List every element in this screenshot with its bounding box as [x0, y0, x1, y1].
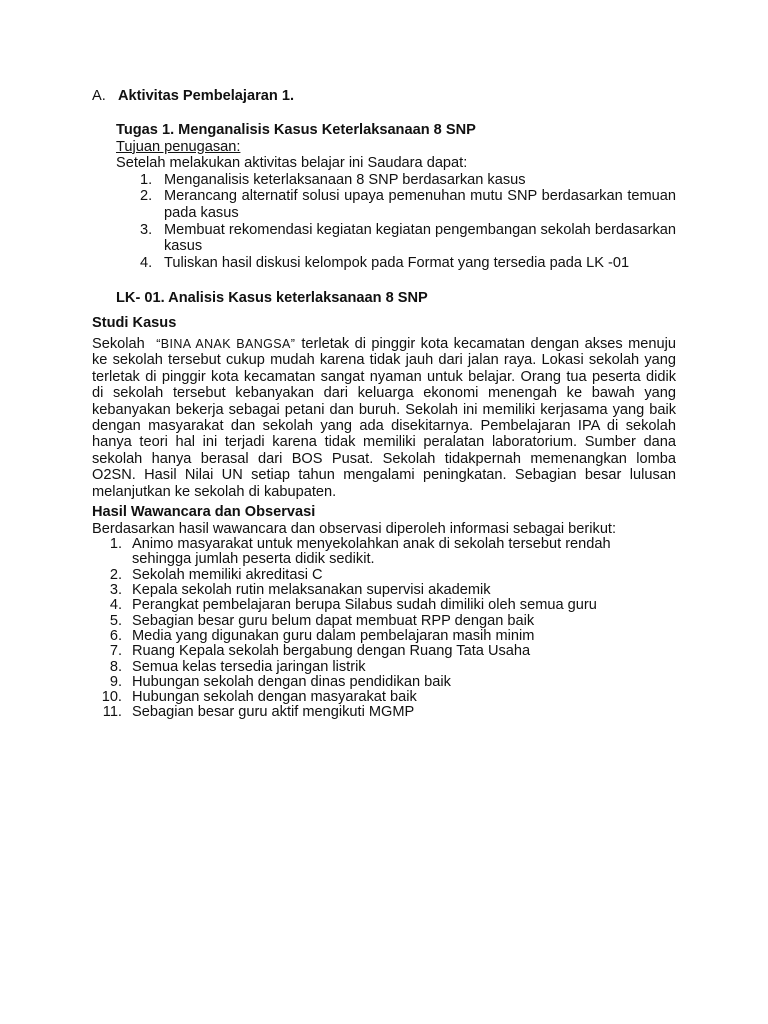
item-text: Kepala sekolah rutin melaksanakan supervisi akademik — [132, 582, 491, 599]
list-item — [92, 629, 676, 644]
list-item — [92, 583, 676, 598]
list-item — [92, 660, 676, 675]
studi-body-text: terletak di pinggir kota kecamatan dengan akses menuju ke sekolah tersebut cukup mudah karena tidak jauh dari jalan raya. Lokasi sekolah yang terletak di pinggir kota kecamatan sangat nyaman untuk belajar. Orang tua peserta didik di sekolah tersebut kebanyakan dari keluarga ekonomi menengah ke bawah yang kebanyakan bekerja sebagai petani dan buruh. Sekolah ini memiliki kerjasama yang baik dengan masyarakat dan sekolah yang ada disekitarnya. Pembelajaran IPA di sekolah hanya teori hal ini terjadi karena tidak memiliki peralatan laboratorium. Sumber dana sekolah hanya berasal dari BOS Pusat. Sekolah tidakpernah memenangkan lomba O2SN. Hasil Nilai UN setiap tahun mengalami peningkatan. Sebagian besar lulusan melanjutkan ke sekolah di kabupaten. — [92, 336, 677, 500]
item-text: Perangkat pembelajaran berupa Silabus sudah dimiliki oleh semua guru — [132, 597, 597, 614]
lk-title: LK- 01. Analisis Kasus keterlaksanaan 8 SNP — [116, 290, 428, 306]
item-number: 11. — [102, 704, 122, 721]
item-text: Ruang Kepala sekolah bergabung dengan Ruang Tata Usaha — [132, 643, 531, 660]
item-number: 5. — [109, 612, 122, 629]
tujuan-intro: Setelah melakukan aktivitas belajar ini Saudara dapat: — [116, 155, 468, 172]
item-number: 1. — [140, 171, 153, 188]
item-text: Animo masyarakat untuk menyekolahkan anak di sekolah tersebut rendah sehingga jumlah peserta didik sedikit. — [132, 536, 611, 568]
hasil-title: Hasil Wawancara dan Observasi — [92, 504, 316, 520]
list-item — [92, 675, 676, 690]
item-number: 8. — [109, 658, 122, 675]
list-item — [92, 705, 676, 720]
tujuan-label: Tujuan penugasan: — [116, 138, 241, 155]
list-item — [116, 222, 676, 255]
tugas-section — [116, 122, 676, 271]
list-item — [92, 568, 676, 583]
item-number: 4. — [140, 254, 153, 271]
item-text: Membuat rekomendasi kegiatan kegiatan pengembangan sekolah berdasarkan kasus — [164, 221, 676, 255]
tugas-title: Tugas 1. Menganalisis Kasus Keterlaksanaan 8 SNP — [116, 122, 476, 138]
section-a-heading — [92, 88, 294, 105]
item-text: Menganalisis keterlaksanaan 8 SNP berdasarkan kasus — [164, 171, 526, 188]
item-text: Semua kelas tersedia jaringan listrik — [132, 658, 366, 675]
section-letter: A. — [92, 88, 106, 104]
item-text: Sebagian besar guru aktif mengikuti MGMP — [132, 704, 415, 721]
item-number: 1. — [109, 536, 122, 553]
item-number: 7. — [109, 643, 122, 660]
studi-kasus-title: Studi Kasus — [92, 315, 177, 331]
findings-list — [92, 537, 676, 721]
item-number: 4. — [109, 597, 122, 614]
list-item — [92, 644, 676, 659]
list-item — [92, 537, 676, 568]
item-text: Sekolah memiliki akreditasi C — [132, 566, 323, 583]
item-number: 3. — [140, 221, 153, 238]
hasil-intro: Berdasarkan hasil wawancara dan observasi diperoleh informasi sebagai berikut: — [92, 520, 617, 537]
item-number: 6. — [109, 627, 122, 644]
list-item — [92, 614, 676, 629]
studi-prefix: Sekolah — [92, 336, 145, 352]
list-item — [116, 188, 676, 221]
list-item — [116, 255, 676, 272]
item-text: Merancang alternatif solusi upaya pemenuhan mutu SNP berdasarkan temuan pada kasus — [164, 188, 676, 221]
hasil-section — [92, 504, 676, 721]
item-number: 3. — [109, 582, 122, 599]
item-text: Media yang digunakan guru dalam pembelajaran masih minim — [132, 627, 535, 644]
list-item — [116, 172, 676, 189]
item-number: 2. — [140, 188, 153, 205]
section-title: Aktivitas Pembelajaran 1. — [118, 88, 295, 104]
item-number: 10. — [101, 689, 122, 706]
item-number: 2. — [109, 566, 122, 583]
item-text: Hubungan sekolah dengan dinas pendidikan baik — [132, 673, 451, 690]
item-text: Sebagian besar guru belum dapat membuat RPP dengan baik — [132, 612, 535, 629]
list-item — [92, 598, 676, 613]
item-text: Hubungan sekolah dengan masyarakat baik — [132, 689, 417, 706]
item-text: Tuliskan hasil diskusi kelompok pada Format yang tersedia pada LK -01 — [164, 254, 630, 271]
studi-kasus-paragraph — [92, 336, 676, 500]
item-number: 9. — [109, 673, 122, 690]
objectives-list — [116, 172, 676, 272]
school-name: “BINA ANAK BANGSA” — [156, 337, 296, 351]
list-item — [92, 690, 676, 705]
